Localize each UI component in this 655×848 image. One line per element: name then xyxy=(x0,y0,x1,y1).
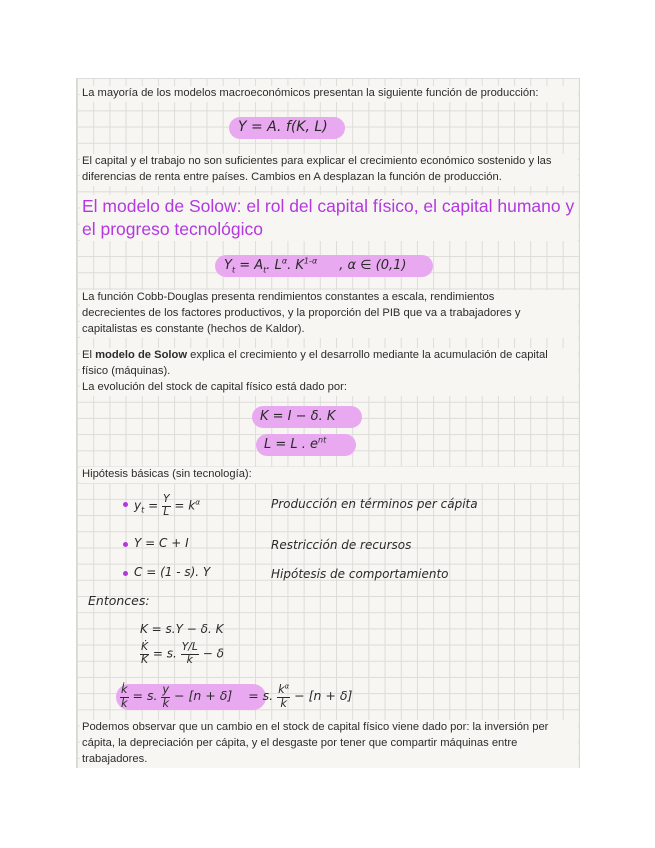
eq-production-function: Y = A. f(K, L) xyxy=(238,119,328,135)
bullet-3-description: Hipótesis de comportamiento xyxy=(271,567,449,581)
conclusion-text-2: cápita, la depreciación per cápita, y el desgaste por tener que compartir máquinas entre xyxy=(80,736,578,752)
eq-labor-base: L = L . e xyxy=(264,437,319,452)
bullet-3 xyxy=(123,571,128,576)
eq-final-mid: − [n + δ] xyxy=(174,688,233,703)
cobb-text-2: decrecientes de los factores productivos, y la proporción del PIB que va a trabajadores y xyxy=(80,306,578,322)
eq-per-capita-frac xyxy=(162,494,171,518)
eq-final-frac-3: $\frac{k^\alpha}{k}$ xyxy=(278,682,290,710)
solow-text-2: físico (máquinas). xyxy=(80,364,578,380)
bullet-2-description: Restricción de recursos xyxy=(271,538,412,552)
cobb-text-1: La función Cobb-Douglas presenta rendimientos constantes a escala, rendimientos xyxy=(80,290,578,306)
eq-per-capita: $y_t$ = $\frac{Y}{L}$ = $k^\alpha$ xyxy=(134,492,201,518)
eq-behavior: C = (1 - s). Y xyxy=(134,565,211,579)
conclusion-text-1: Podemos observar que un cambio en el stock de capital físico viene dado por: la inversión per xyxy=(80,720,578,736)
eq-final-sdot: = s. xyxy=(132,688,158,703)
eq-resource-constraint: Y = C + I xyxy=(134,536,189,550)
eq-cobb-alpha: α xyxy=(281,256,288,266)
bullet-1 xyxy=(123,502,128,507)
eq-final-frac-1: $\frac{k̇}{k}$ xyxy=(121,683,128,710)
intro-text: La mayoría de los modelos macroeconómicos presentan la siguiente función de producción: xyxy=(80,86,578,102)
solow-text-1 xyxy=(80,348,578,364)
solow-bold: modelo de Solow xyxy=(95,349,188,361)
eq-final-eq: = s. xyxy=(248,688,274,703)
eq-capital-accumulation: K = I − δ. K xyxy=(260,409,336,424)
cobb-text-3: capitalistas es constante (hechos de Kaldor). xyxy=(80,322,578,338)
hypothesis-heading: Hipótesis básicas (sin tecnología): xyxy=(80,467,578,483)
eq-per-capita-eq2: = xyxy=(174,498,185,513)
eq-cobb-a: = A xyxy=(235,258,264,273)
eq-cobb-k: . K xyxy=(287,258,304,273)
eq-per-capita-den: L xyxy=(163,504,170,518)
eq-cobb-t2: t xyxy=(263,265,267,275)
eq-cobb-y: Y xyxy=(224,258,232,273)
eq-cobb-t: t xyxy=(231,265,236,275)
bullet-1-description: Producción en términos per cápita xyxy=(271,497,478,511)
eq-final-frac-2: $\frac{y}{k}$ xyxy=(162,683,170,710)
section-heading-line-1: El modelo de Solow: el rol del capital físico, el capital humano y xyxy=(80,195,578,218)
capital-labor-text-2: diferencias de renta entre países. Cambios en A desplazan la función de producción. xyxy=(80,170,578,186)
eq-capital-dynamics: K = s.Y − δ. K xyxy=(140,622,224,636)
eq-cobb-l: . L xyxy=(266,258,282,273)
eq-final-tail: − [n + δ] xyxy=(294,688,353,703)
solow-post: explica el crecimiento y el desarrollo mediante la acumulación de capital xyxy=(190,349,548,361)
eq-growth-frac-1: $\frac{K̇}{K}$ xyxy=(141,640,149,666)
section-heading-line-2: el progreso tecnológico xyxy=(80,218,578,241)
bullet-2 xyxy=(123,542,128,547)
eq-growth-frac-2: $\frac{Y/L}{k}$ xyxy=(181,640,198,666)
conclusion-text-3: trabajadores. xyxy=(80,752,578,768)
eq-cobb-range: , α ∈ (0,1) xyxy=(339,258,407,273)
eq-per-capita-alpha: α xyxy=(195,497,201,507)
entonces-label: Entonces: xyxy=(88,593,150,608)
solow-text-3: La evolución del stock de capital físico está dado por: xyxy=(80,380,578,396)
eq-cobb-exp: 1-α xyxy=(303,256,318,266)
eq-capital-growth-rate xyxy=(140,642,224,666)
eq-per-capita-num: Y xyxy=(162,492,170,505)
eq-labor-exp: nt xyxy=(318,435,327,445)
eq-cobb-douglas xyxy=(224,258,407,275)
eq-growth-tail: − δ xyxy=(202,646,224,661)
eq-per-capita-y: y xyxy=(134,498,142,513)
eq-per-capita-k: k xyxy=(188,498,196,513)
eq-labor-growth xyxy=(264,437,326,452)
eq-per-capita-eq: = xyxy=(148,498,159,513)
capital-labor-text-1: El capital y el trabajo no son suficientes para explicar el crecimiento económico sostenido y las xyxy=(80,154,578,170)
eq-final xyxy=(120,684,352,709)
solow-pre: El xyxy=(82,349,92,361)
eq-growth-sdot: = s. xyxy=(152,646,177,661)
